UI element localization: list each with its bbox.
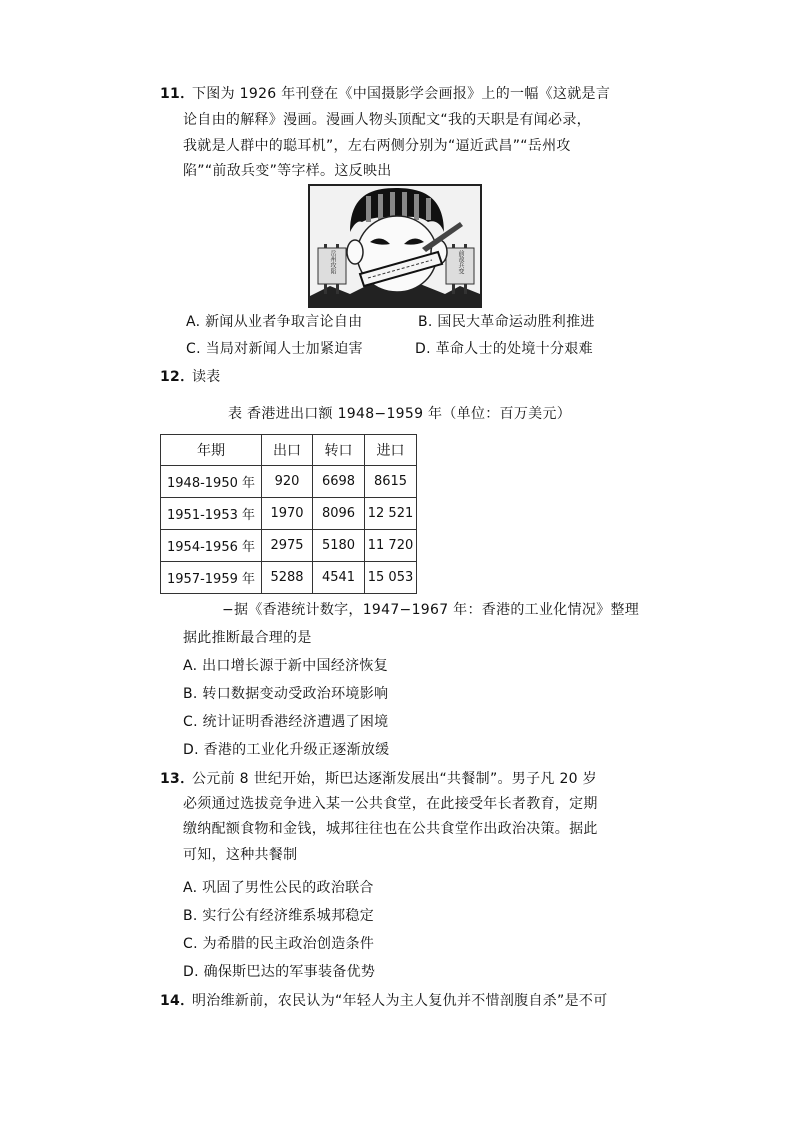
cartoon-right-sign: 前敌兵变 bbox=[457, 250, 464, 274]
table-header-cell: 年期 bbox=[161, 435, 262, 466]
q12-option-d: D. 香港的工业化升级正逐渐放缓 bbox=[183, 742, 390, 758]
q13-option-b: B. 实行公有经济维系城邦稳定 bbox=[183, 908, 375, 924]
table-header-row bbox=[161, 435, 417, 466]
q14-number: 14． bbox=[160, 993, 195, 1009]
table-cell: 1957-1959 年 bbox=[161, 562, 262, 594]
q11-option-a: A. 新闻从业者争取言论自由 bbox=[186, 314, 363, 330]
table-cell: 5180 bbox=[313, 530, 365, 562]
table-cell: 2975 bbox=[262, 530, 313, 562]
q13-number: 13． bbox=[160, 771, 195, 787]
q12-data-table bbox=[160, 434, 417, 594]
q12-number: 12． bbox=[160, 369, 195, 385]
q13-option-d: D. 确保斯巴达的军事装备优势 bbox=[183, 964, 376, 980]
table-header-cell: 转口 bbox=[313, 435, 365, 466]
q13-stem-line-1: 公元前 8 世纪开始，斯巴达逐渐发展出“共餐制”。男子凡 20 岁 bbox=[192, 771, 597, 787]
table-row bbox=[161, 530, 417, 562]
table-row bbox=[161, 562, 417, 594]
q11-stem-line-2: 论自由的解释》漫画。漫画人物头顶配文“我的天职是有闻必录， bbox=[183, 112, 591, 128]
q12-source-note: −据《香港统计数字，1947−1967 年：香港的工业化情况》整理 bbox=[222, 602, 640, 618]
table-row bbox=[161, 466, 417, 498]
q13-stem-line-4: 可知，这种共餐制 bbox=[183, 847, 298, 863]
table-cell: 1954-1956 年 bbox=[161, 530, 262, 562]
cartoon-left-sign: 岳州攻陷 bbox=[329, 250, 336, 274]
q12-question: 据此推断最合理的是 bbox=[183, 630, 312, 646]
table-row bbox=[161, 498, 417, 530]
q14-stem-line-1: 明治维新前，农民认为“年轻人为主人复仇并不惜剖腹自杀”是不可 bbox=[192, 993, 608, 1009]
q12-table-caption: 表 香港进出口额 1948−1959 年（单位：百万美元） bbox=[228, 406, 572, 422]
table-cell: 8615 bbox=[365, 466, 417, 498]
table-header-cell: 进口 bbox=[365, 435, 417, 466]
table-header-cell: 出口 bbox=[262, 435, 313, 466]
q13-option-a: A. 巩固了男性公民的政治联合 bbox=[183, 880, 374, 896]
cartoon-illustration bbox=[310, 186, 480, 306]
table-cell: 6698 bbox=[313, 466, 365, 498]
q13-option-c: C. 为希腊的民主政治创造条件 bbox=[183, 936, 375, 952]
table-cell: 8096 bbox=[313, 498, 365, 530]
q11-number: 11． bbox=[160, 86, 195, 102]
q12-option-c: C. 统计证明香港经济遭遇了困境 bbox=[183, 714, 389, 730]
q11-stem-line-3: 我就是人群中的聪耳机”，左右两侧分别为“逼近武昌”“岳州攻 bbox=[183, 138, 571, 154]
q11-stem-line-4: 陷”“前敌兵变”等字样。这反映出 bbox=[183, 163, 392, 179]
table-cell: 5288 bbox=[262, 562, 313, 594]
q11-option-b: B. 国民大革命运动胜利推进 bbox=[418, 314, 595, 330]
table-cell: 920 bbox=[262, 466, 313, 498]
q11-cartoon-image bbox=[308, 184, 482, 308]
table-cell: 12 521 bbox=[365, 498, 417, 530]
table-cell: 4541 bbox=[313, 562, 365, 594]
q11-option-c: C. 当局对新闻人士加紧迫害 bbox=[186, 341, 363, 357]
q12-option-b: B. 转口数据变动受政治环境影响 bbox=[183, 686, 389, 702]
table-cell: 15 053 bbox=[365, 562, 417, 594]
q11-stem-line-1: 下图为 1926 年刊登在《中国摄影学会画报》上的一幅《这就是言 bbox=[192, 86, 611, 102]
q13-stem-line-2: 必须通过选拔竞争进入某一公共食堂，在此接受年长者教育，定期 bbox=[183, 796, 598, 812]
table-cell: 1970 bbox=[262, 498, 313, 530]
q13-stem-line-3: 缴纳配额食物和金钱，城邦往往也在公共食堂作出政治决策。据此 bbox=[183, 821, 598, 837]
q12-prompt: 读表 bbox=[192, 369, 221, 385]
table-cell: 1948-1950 年 bbox=[161, 466, 262, 498]
q12-option-a: A. 出口增长源于新中国经济恢复 bbox=[183, 658, 389, 674]
q11-option-d: D. 革命人士的处境十分艰难 bbox=[415, 341, 593, 357]
table-cell: 11 720 bbox=[365, 530, 417, 562]
table-cell: 1951-1953 年 bbox=[161, 498, 262, 530]
